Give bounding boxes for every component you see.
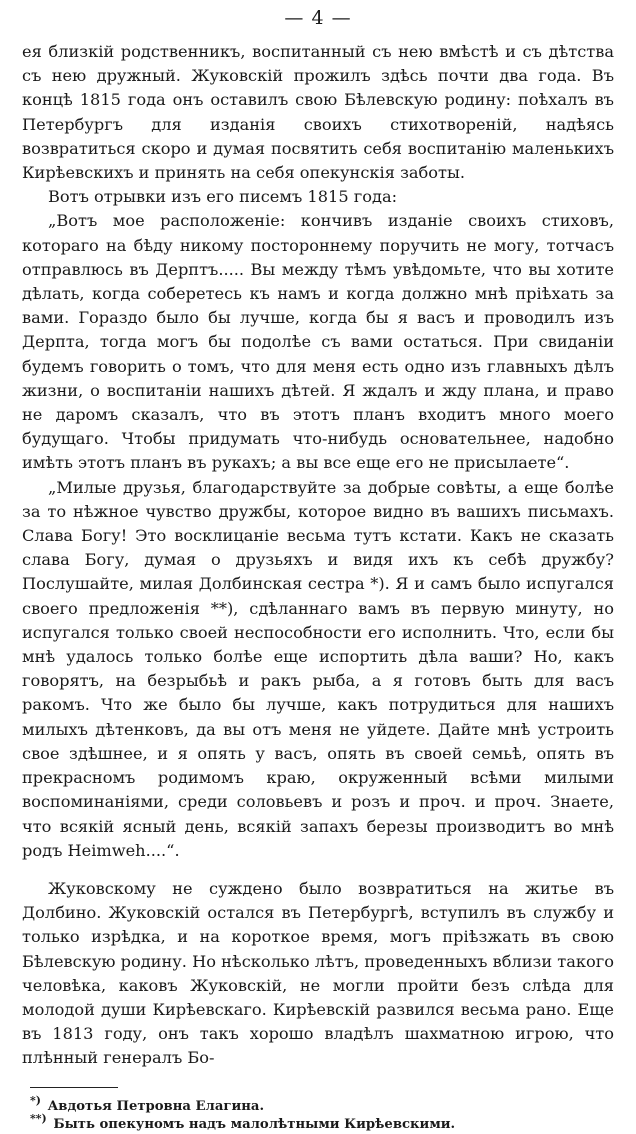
footnote-1 [30, 1094, 614, 1116]
document-page [22, 6, 614, 1132]
footnote-2-text: Быть опекуномъ надъ малолѣтными Кирѣевскими. [53, 1116, 456, 1132]
footnote-separator [30, 1087, 118, 1088]
paragraph-4-letter-quote: „Милые друзья, благодарствуйте за добрые совѣты, а еще болѣе за то нѣжное чувство дружбы, которое видно въ вашихъ письмахъ. Слава Богу! Это восклицаніе весьма тутъ кстати. Какъ не сказать слава Богу, думая о друзьяхъ и видя ихъ къ себѣ дружбу? Послушайте, милая Долбинская сестра *). Я и самъ было испугался своего предложенія **), сдѣланнаго вамъ въ первую минуту, но испугался только своей неспособности его исполнить. Что, если бы мнѣ удалось только болѣе еще испортить дѣла ваши? Но, какъ говорятъ, на безрыбьѣ и ракъ рыба, а я готовъ быть для васъ ракомъ. Что же было бы лучше, какъ потрудиться для нашихъ милыхъ дѣтенковъ, да вы отъ меня не уйдете. Дайте мнѣ устроить свое здѣшнее, и я опять у васъ, опять въ своей семьѣ, опять въ прекрасномъ родимомъ краю, окруженный всѣми милыми воспоминаніями, среди соловьевъ и розъ и проч. и проч. Знаете, что всякій ясный день, всякій запахъ березы производитъ во мнѣ родъ Heimweh....“. [22, 477, 614, 860]
footnote-2-mark: **) [30, 1112, 47, 1126]
footnote-2 [30, 1112, 614, 1134]
footnote-1-text: Авдотья Петровна Елагина. [47, 1098, 265, 1114]
paragraph-1: ея близкій родственникъ, воспитанный съ нею вмѣстѣ и съ дѣтства съ нею дружный. Жуковскій прожилъ здѣсь почти два года. Въ концѣ 1815 года онъ оставилъ свою Бѣлевскую родину: поѣхалъ въ Петербургъ для изданія своихъ стихотвореній, надѣясь возвратиться скоро и думая посвятить себя воспитанію маленькихъ Кирѣевскихъ и принять на себя опекунскія заботы. [22, 42, 614, 183]
footnote-1-mark: *) [30, 1094, 41, 1108]
paragraph-2: Вотъ отрывки изъ его писемъ 1815 года: [48, 187, 398, 207]
paragraph-5: Жуковскому не суждено было возвратиться на житье въ Долбино. Жуковскій остался въ Петербургѣ, вступилъ въ службу и только изрѣдка, и на короткое время, могъ пріѣзжать въ свою Бѣлевскую родину. Но нѣсколько лѣтъ, проведенныхъ вблизи такого человѣка, каковъ Жуковскій, не могли пройти безъ слѣда для молодой души Кирѣевскаго. Кирѣевскій развился весьма рано. Еще въ 1813 году, онъ такъ хорошо владѣлъ шахматною игрою, что плѣнный генералъ Бо- [22, 878, 614, 1068]
page-number: — 4 — [284, 7, 352, 29]
paragraph-3-letter-quote: „Вотъ мое расположеніе: кончивъ изданіе своихъ стиховъ, котораго на бѣду никому постороннему поручить не могу, тотчасъ отправлюсь въ Дерптъ..... Вы между тѣмъ увѣдомьте, что вы хотите дѣлать, когда соберетесь къ намъ и когда должно мнѣ пріѣхать за вами. Гораздо было бы лучше, когда бы я васъ и проводилъ изъ Дерпта, тогда могъ бы подолѣе съ вами остаться. При свиданіи будемъ говорить о томъ, что для меня есть одно изъ главныхъ дѣлъ жизни, о воспитаніи нашихъ дѣтей. Я ждалъ и жду плана, и право не даромъ сказалъ, что въ этотъ планъ входитъ много моего будущаго. Чтобы придумать что-нибудь основательнее, надобно имѣть этотъ планъ въ рукахъ; а вы все еще его не присылаете“. [22, 211, 614, 473]
